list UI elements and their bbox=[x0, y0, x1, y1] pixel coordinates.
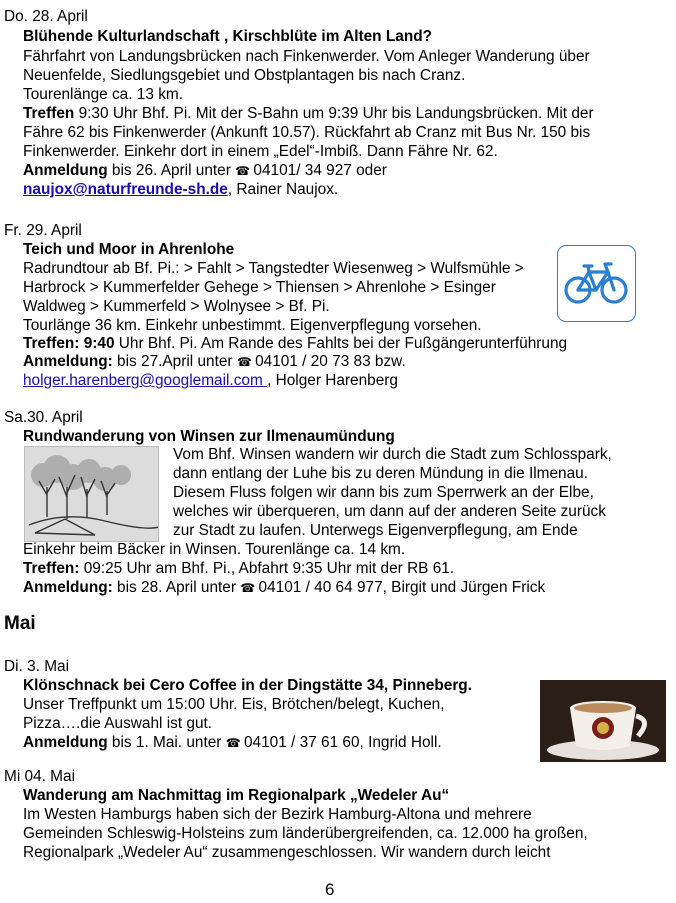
event-description: Regionalpark „Wedeler Au“ zusammengeschlossen. Wir wandern durch leicht bbox=[23, 844, 551, 861]
event-description: Fährfahrt von Landungsbrücken nach Finkenwerder. Vom Anleger Wanderung über bbox=[23, 48, 590, 65]
event-date: Mi 04. Mai bbox=[4, 768, 75, 785]
event-description: Einkehr beim Bäcker in Winsen. Tourenlänge ca. 14 km. bbox=[23, 541, 406, 558]
event-description: Unser Treffpunkt um 15:00 Uhr. Eis, Brötchen/belegt, Kuchen, bbox=[23, 696, 445, 713]
email-link[interactable]: naujox@naturfreunde-sh.de bbox=[23, 181, 228, 198]
bicycle-icon-graphic bbox=[558, 246, 634, 320]
event-date: Do. 28. April bbox=[4, 8, 88, 25]
event-meeting: Finkenwerder. Einkehr dort in einem „Edel“-Imbiß. Dann Fähre Nr. 62. bbox=[23, 143, 498, 160]
registration-label: Anmeldung: bbox=[23, 579, 113, 596]
registration-label: Anmeldung: bbox=[23, 353, 113, 370]
event-description: Radrundtour ab Bf. Pi.: > Fahlt > Tangstedter Wiesenweg > Wulfsmühle > bbox=[23, 260, 524, 277]
telephone-icon: ☎ bbox=[236, 355, 256, 369]
month-heading: Mai bbox=[4, 613, 36, 634]
registration-label: Anmeldung bbox=[23, 734, 108, 751]
event-description: Pizza….die Auswahl ist gut. bbox=[23, 715, 213, 732]
event-registration: Anmeldung: bis 28. April unter ☎ 04101 / 40 64 977, Birgit und Jürgen Frick bbox=[23, 579, 546, 596]
event-description: Neuenfelde, Siedlungsgebiet und Obstplantagen bis nach Cranz. bbox=[23, 67, 466, 84]
event-meeting: Treffen: 09:25 Uhr am Bhf. Pi., Abfahrt 9:35 Uhr mit der RB 61. bbox=[23, 560, 455, 577]
bicycle-icon bbox=[557, 245, 636, 322]
meeting-label: Treffen: bbox=[23, 560, 80, 577]
event-title: Klönschnack bei Cero Coffee in der Dingstätte 34, Pinneberg. bbox=[23, 677, 472, 694]
event-registration: Anmeldung bis 1. Mai. unter ☎ 04101 / 37 61 60, Ingrid Holl. bbox=[23, 734, 442, 751]
event-date: Di. 3. Mai bbox=[4, 658, 69, 675]
event-description: zur Stadt zu laufen. Unterwegs Eigenverpflegung, am Ende bbox=[173, 522, 578, 539]
event-description: Waldweg > Kummerfeld > Wolnysee > Bf. Pi. bbox=[23, 298, 330, 315]
event-meeting: Treffen 9:30 Uhr Bhf. Pi. Mit der S-Bahn um 9:39 Uhr bis Landungsbrücken. Mit der bbox=[23, 105, 594, 122]
event-meeting: Fähre 62 bis Finkenwerder (Ankunft 10.57). Rückfahrt ab Cranz mit Bus Nr. 150 bis bbox=[23, 124, 591, 141]
event-registration: Anmeldung: bis 27.April unter ☎ 04101 / 20 73 83 bzw. bbox=[23, 353, 406, 370]
telephone-icon: ☎ bbox=[240, 581, 259, 595]
event-title: Wanderung am Nachmittag im Regionalpark „Wedeler Au“ bbox=[23, 787, 450, 804]
event-description: dann entlang der Luhe bis zu deren Mündung in die Ilmenau. bbox=[173, 465, 588, 482]
telephone-icon: ☎ bbox=[225, 736, 244, 750]
event-title: Rundwanderung von Winsen zur Ilmenaumündung bbox=[23, 428, 395, 445]
page-number: 6 bbox=[325, 880, 335, 899]
telephone-icon: ☎ bbox=[235, 164, 254, 178]
event-description: Vom Bhf. Winsen wandern wir durch die Stadt zum Schlosspark, bbox=[173, 446, 612, 463]
event-description: Gemeinden Schleswig-Holsteins zum länderübergreifenden, ca. 12.000 ha großen, bbox=[23, 825, 588, 842]
meeting-label: Treffen: 9:40 bbox=[23, 335, 115, 352]
event-title: Teich und Moor in Ahrenlohe bbox=[23, 241, 235, 258]
event-registration: Anmeldung bis 26. April unter ☎ 04101/ 34 927 oder bbox=[23, 162, 387, 179]
event-title: Blühende Kulturlandschaft , Kirschblüte im Alten Land? bbox=[23, 28, 433, 45]
event-meeting: Treffen: 9:40 Uhr Bhf. Pi. Am Rande des Fahlts bei der Fußgängerunterführung bbox=[23, 335, 568, 352]
event-description: welches wir überqueren, um dann auf der anderen Seite zurück bbox=[173, 503, 606, 520]
event-description: Tourenlänge ca. 13 km. bbox=[23, 86, 183, 103]
event-date: Sa.30. April bbox=[4, 409, 83, 426]
event-date: Fr. 29. April bbox=[4, 222, 82, 239]
registration-label: Anmeldung bbox=[23, 162, 108, 179]
event-description: Harbrock > Kummerfelder Gehege > Thiensen > Ahrenlohe > Esinger bbox=[23, 279, 496, 296]
event-description: Tourlänge 36 km. Einkehr unbestimmt. Eigenverpflegung vorsehen. bbox=[23, 317, 482, 334]
meeting-label: Treffen bbox=[23, 105, 75, 122]
event-description: Diesem Fluss folgen wir dann bis zum Sperrwerk an der Elbe, bbox=[173, 484, 594, 501]
tree-sketch-image bbox=[24, 446, 159, 542]
coffee-cup-photo bbox=[540, 680, 666, 762]
email-link[interactable]: holger.harenberg@googlemail.com bbox=[23, 372, 268, 389]
event-description: Im Westen Hamburgs haben sich der Bezirk Hamburg-Altona und mehrere bbox=[23, 806, 532, 823]
event-contact: naujox@naturfreunde-sh.de, Rainer Naujox. bbox=[23, 181, 339, 198]
event-contact: holger.harenberg@googlemail.com , Holger Harenberg bbox=[23, 372, 398, 389]
